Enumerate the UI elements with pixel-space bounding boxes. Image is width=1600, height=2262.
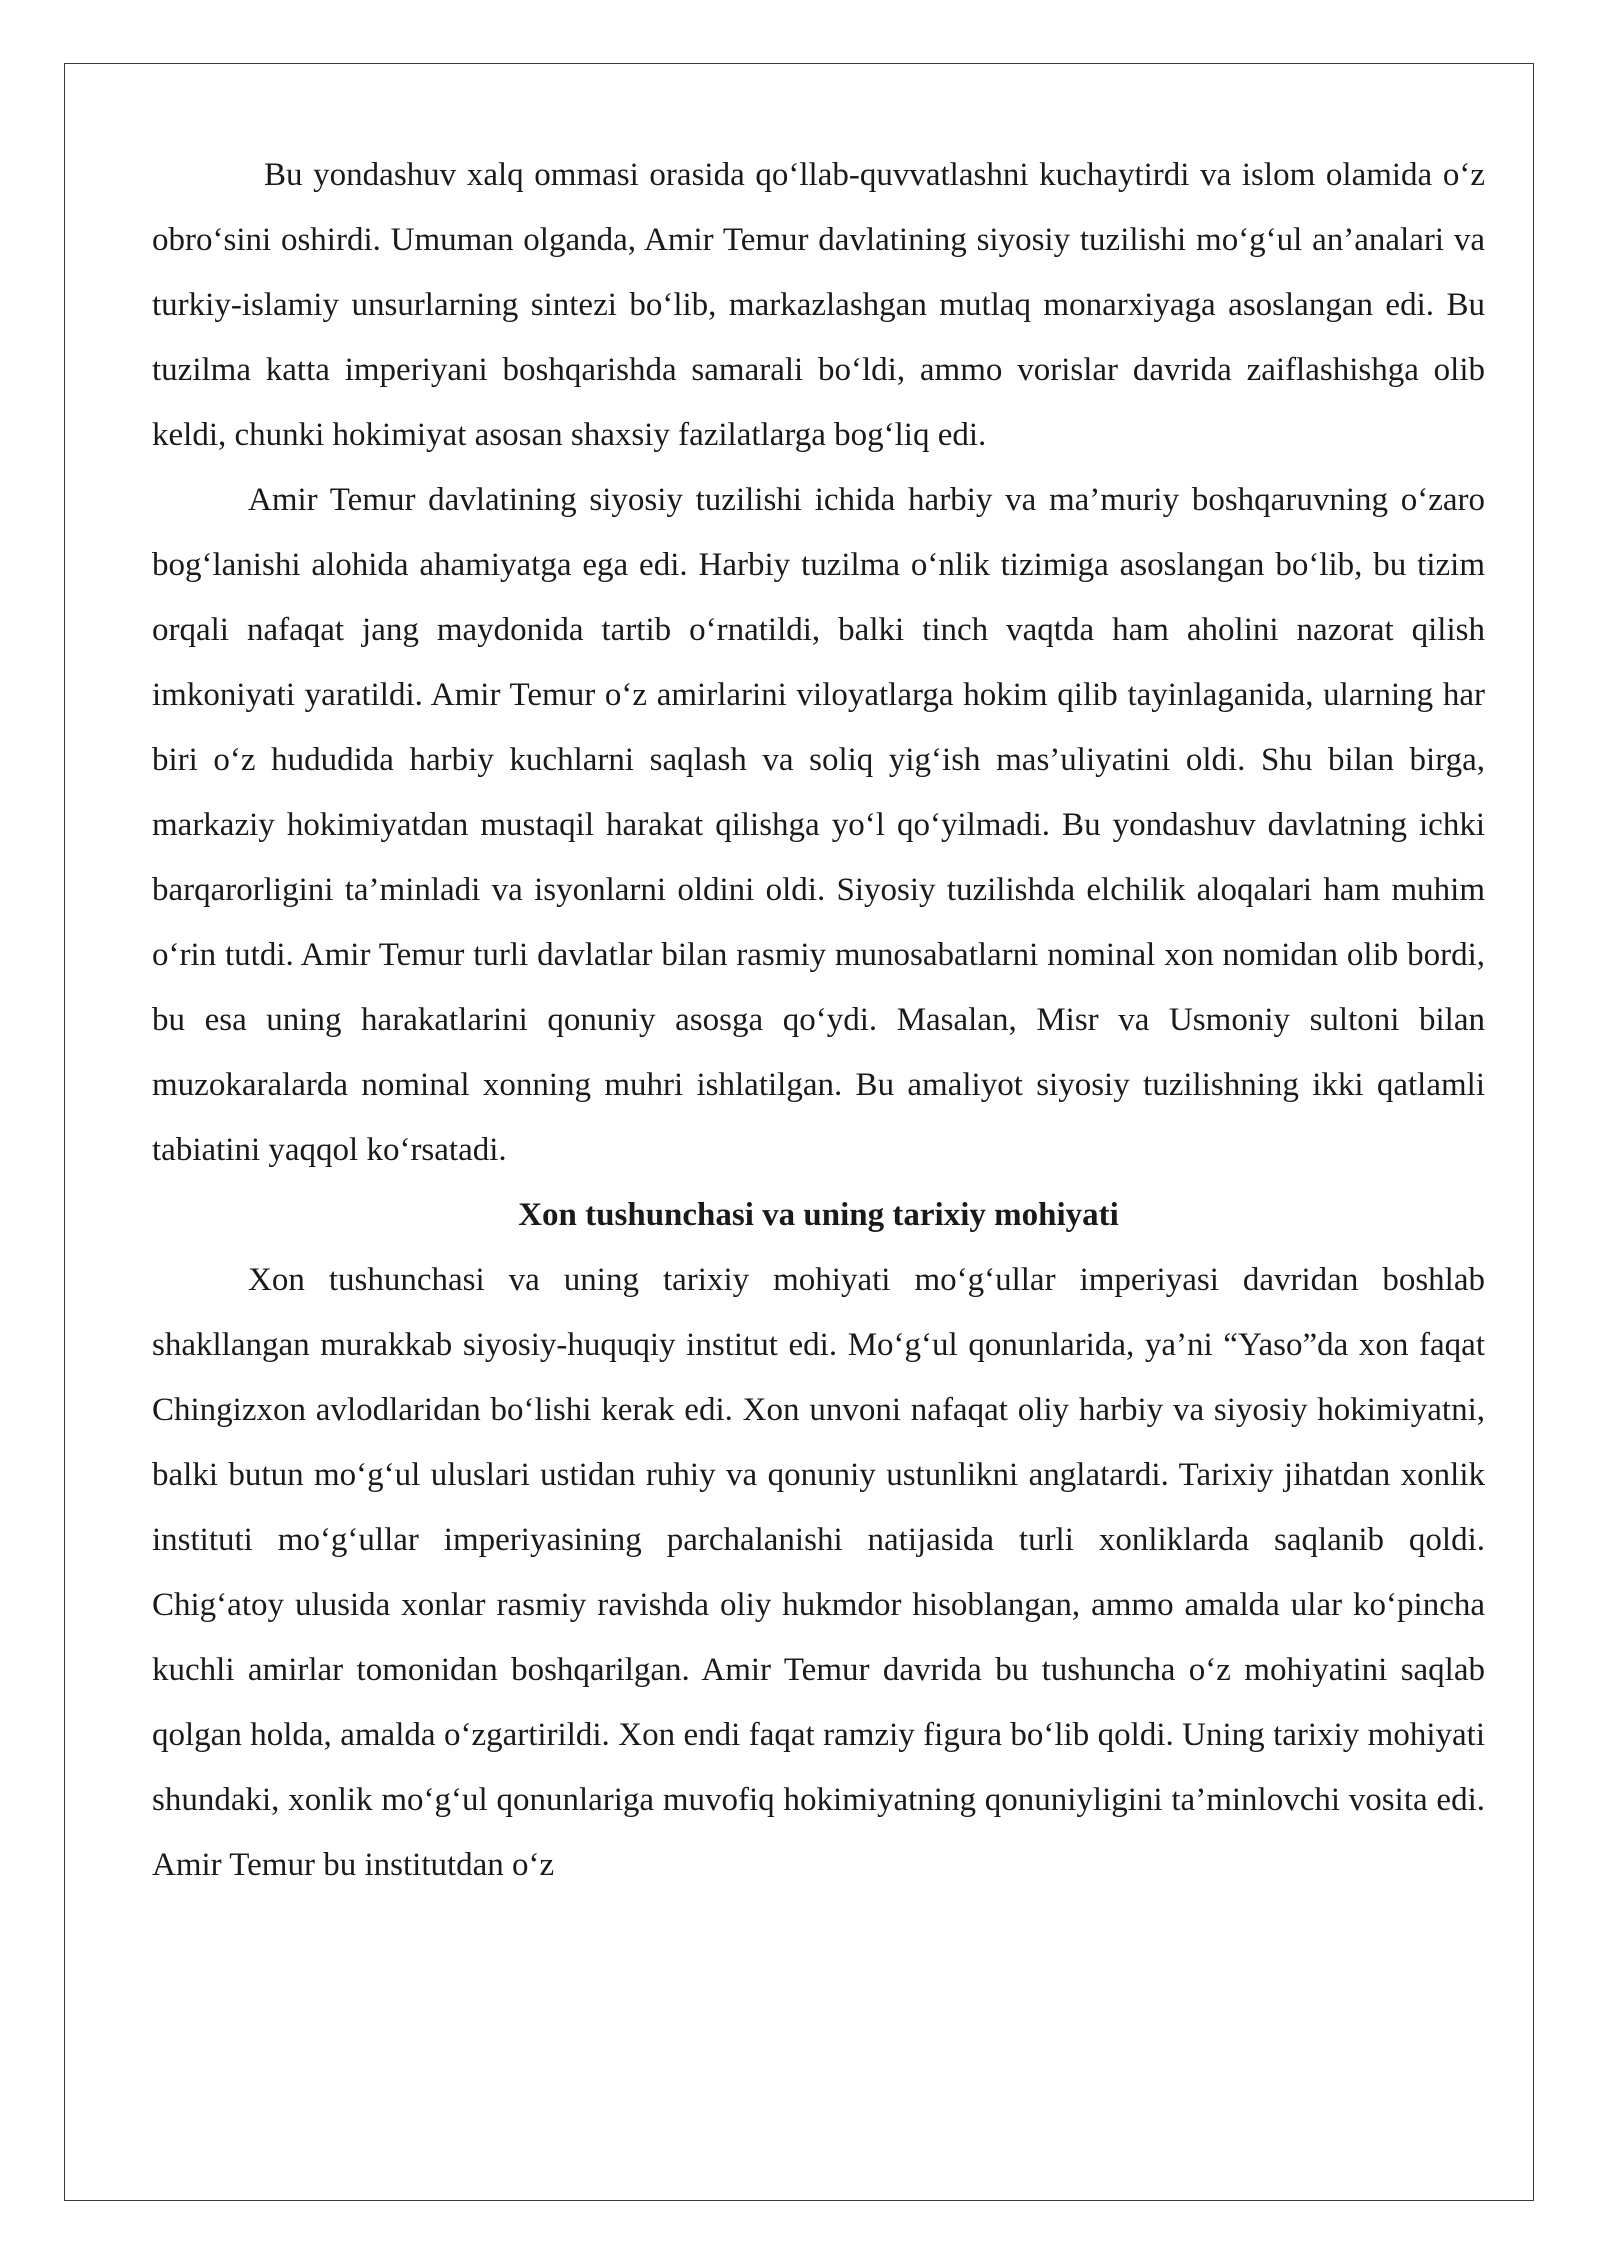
paragraph-2: Amir Temur davlatining siyosiy tuzilishi ichida harbiy va ma’muriy boshqaruvning o‘zaro bog‘lanishi alohida ahamiyatga ega edi. Harbiy tuzilma o‘nlik tizimiga asoslangan bo‘lib, bu tizim orqali nafaqat jang maydonida tartib o‘rnatildi, balki tinch vaqtda ham aholini nazorat qilish imkoniyati yaratildi. Amir Temur o‘z amirlarini viloyatlarga hokim qilib tayinlaganida, ularning har biri o‘z hududida harbiy kuchlarni saqlash va soliq yig‘ish mas’uliyatini oldi. Shu bilan birga, markaziy hokimiyatdan mustaqil harakat qilishga yo‘l qo‘yilmadi. Bu yondashuv davlatning ichki barqarorligini ta’minladi va isyonlarni oldini oldi. Siyosiy tuzilishda elchilik aloqalari ham muhim o‘rin tutdi. Amir Temur turli davlatlar bilan rasmiy munosabatlarni nominal xon nomidan olib bordi, bu esa uning harakatlarini qonuniy asosga qo‘ydi. Masalan, Misr va Usmoniy sultoni bilan muzokaralarda nominal xonning muhri ishlatilgan. Bu amaliyot siyosiy tuzilishning ikki qatlamli tabiatini yaqqol ko‘rsatadi. xyxy=(152,482,1485,1168)
paragraph-1: Bu yondashuv xalq ommasi orasida qo‘llab-quvvatlashni kuchaytirdi va islom olamida o‘z obro‘sini oshirdi. Umuman olganda, Amir Temur davlatining siyosiy tuzilishi mo‘g‘ul an’analari va turkiy-islamiy unsurlarning sintezi bo‘lib, markazlashgan mutlaq monarxiyaga asoslangan edi. Bu tuzilma katta imperiyani boshqarishda samarali bo‘ldi, ammo vorislar davrida zaiflashishga olib keldi, chunki hokimiyat asosan shaxsiy fazilatlarga bog‘liq edi. xyxy=(152,157,1485,453)
section-heading: Xon tushunchasi va uning tarixiy mohiyati xyxy=(518,1197,1119,1233)
paragraph-3: Xon tushunchasi va uning tarixiy mohiyati mo‘g‘ullar imperiyasi davridan boshlab shakllangan murakkab siyosiy-huquqiy institut edi. Mo‘g‘ul qonunlarida, ya’ni “Yaso”da xon faqat Chingizxon avlodlaridan bo‘lishi kerak edi. Xon unvoni nafaqat oliy harbiy va siyosiy hokimiyatni, balki butun mo‘g‘ul uluslari ustidan ruhiy va qonuniy ustunlikni anglatardi. Tarixiy jihatdan xonlik instituti mo‘g‘ullar imperiyasining parchalanishi natijasida turli xonliklarda saqlanib qoldi. Chig‘atoy ulusida xonlar rasmiy ravishda oliy hukmdor hisoblangan, ammo amalda ular ko‘pincha kuchli amirlar tomonidan boshqarilgan. Amir Temur davrida bu tushuncha o‘z mohiyatini saqlab qolgan holda, amalda o‘zgartirildi. Xon endi faqat ramziy figura bo‘lib qoldi. Uning tarixiy mohiyati shundaki, xonlik mo‘g‘ul qonunlariga muvofiq hokimiyatning qonuniyligini ta’minlovchi vosita edi. Amir Temur bu institutdan o‘z xyxy=(152,1262,1485,1883)
document-body xyxy=(152,143,1485,1898)
